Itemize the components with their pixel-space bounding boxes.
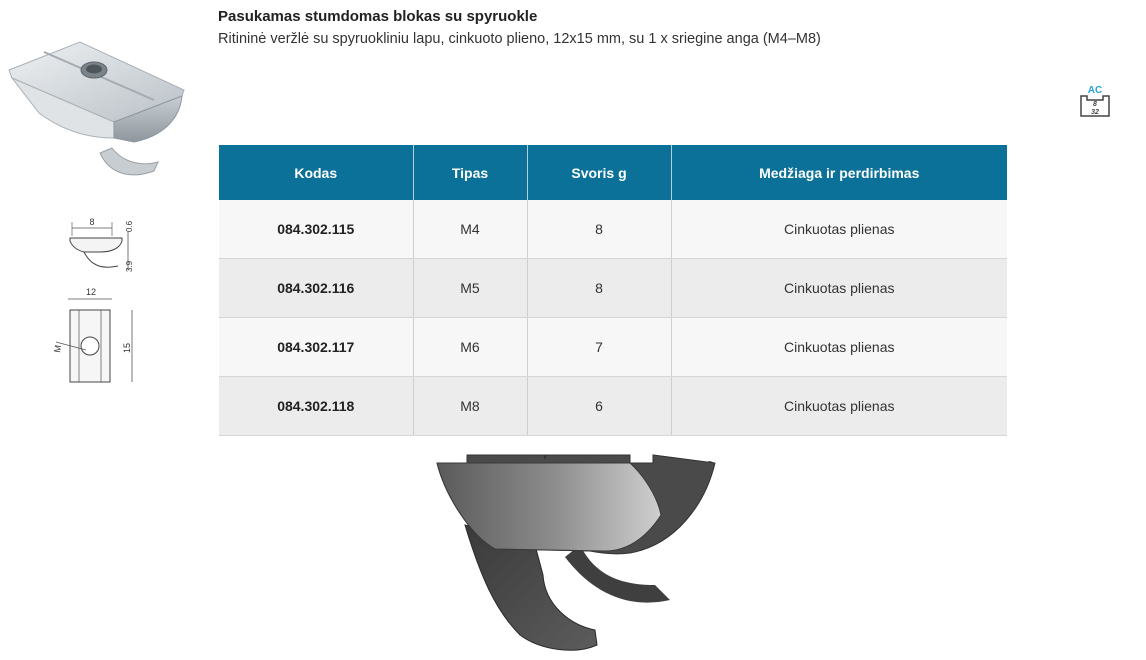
cell-type: M8 <box>413 377 527 436</box>
cell-weight: 7 <box>527 318 671 377</box>
badge-bottom-text: 32 <box>1091 109 1099 116</box>
cell-material: Cinkuotas plienas <box>671 259 1007 318</box>
cell-weight: 6 <box>527 377 671 436</box>
cell-weight: 8 <box>527 200 671 259</box>
top-drawing <box>48 283 148 388</box>
table-row <box>219 259 1007 318</box>
cell-code: 084.302.118 <box>219 377 413 436</box>
dim-top-height: 0.6 <box>125 220 134 232</box>
dim-width: 12 <box>85 287 97 297</box>
product-header <box>218 7 821 49</box>
cell-type: M4 <box>413 200 527 259</box>
header-type: Tipas <box>413 145 527 200</box>
cell-material: Cinkuotas plienas <box>671 377 1007 436</box>
product-subtitle: Ritininė veržlė su spyruokliniu lapu, cinkuoto plieno, 12x15 mm, su 1 x sriegine anga (M4–M8) <box>218 31 821 47</box>
cell-type: M6 <box>413 318 527 377</box>
cell-type: M5 <box>413 259 527 318</box>
cell-weight: 8 <box>527 259 671 318</box>
table-row <box>219 318 1007 377</box>
cell-code: 084.302.117 <box>219 318 413 377</box>
thread-label: M <box>52 344 64 354</box>
cell-code: 084.302.116 <box>219 259 413 318</box>
product-3d-render <box>425 445 725 657</box>
cell-material: Cinkuotas plienas <box>671 200 1007 259</box>
product-title: Pasukamas stumdomas blokas su spyruokle <box>218 8 538 25</box>
badge-top-text: AC <box>1087 85 1103 96</box>
spec-table <box>219 145 1007 436</box>
ac-profile-badge-icon <box>1078 82 1114 120</box>
header-material: Medžiaga ir perdirbimas <box>671 145 1007 200</box>
header-code: Kodas <box>219 145 413 200</box>
header-weight: Svoris g <box>527 145 671 200</box>
cell-material: Cinkuotas plienas <box>671 318 1007 377</box>
table-header-row <box>219 145 1007 200</box>
dim-height: 3.9 <box>125 260 134 272</box>
badge-mid-text: 8 <box>1093 101 1097 108</box>
dim-width: 8 <box>89 217 95 227</box>
dim-height: 15 <box>122 342 132 353</box>
cell-code: 084.302.115 <box>219 200 413 259</box>
side-drawing <box>60 210 140 280</box>
table-row <box>219 200 1007 259</box>
product-photo-image <box>4 38 194 188</box>
table-row <box>219 377 1007 436</box>
